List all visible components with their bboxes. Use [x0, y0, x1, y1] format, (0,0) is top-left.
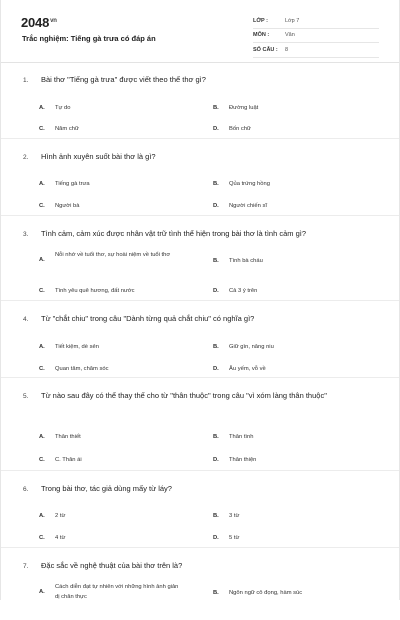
option-a[interactable] — [39, 584, 209, 602]
option-text: Đường luật — [229, 105, 259, 111]
question-label: Tình cảm, cảm xúc được nhân vật trữ tình thể hiện trong bài thơ là tình cảm gì? — [41, 229, 307, 238]
option-b[interactable] — [213, 513, 378, 521]
option-c[interactable] — [39, 126, 199, 134]
meta-row-subject — [253, 29, 379, 44]
meta-value: Văn — [285, 32, 295, 39]
option-text: 4 từ — [55, 535, 66, 541]
option-d[interactable] — [213, 535, 378, 543]
question-number: 3. — [23, 231, 29, 238]
option-c[interactable] — [39, 457, 199, 465]
question-number: 4. — [23, 316, 29, 323]
question-label: Bài thơ "Tiếng gà trưa" được viết theo thể thơ gì? — [41, 75, 206, 84]
option-c[interactable] — [39, 366, 199, 374]
question-number: 1. — [23, 77, 29, 84]
question-number: 6. — [23, 486, 29, 493]
option-text: Cách diễn đạt tự nhiên với những hình ảnh giản dị chân thực — [55, 584, 179, 600]
option-letter: B. — [213, 105, 219, 111]
option-b[interactable] — [213, 344, 378, 352]
quiz-meta — [253, 14, 379, 58]
option-text: Tiếng gà trưa — [55, 181, 90, 187]
option-text: Thân thiện — [229, 457, 257, 463]
option-letter: C. — [39, 457, 45, 463]
option-text: Nỗi nhớ về tuổi thơ, sự hoài niệm về tuổi thơ — [55, 252, 171, 258]
option-letter: A. — [39, 513, 45, 519]
option-letter: B. — [213, 181, 219, 187]
option-c[interactable] — [39, 535, 199, 543]
meta-row-class — [253, 14, 379, 29]
site-logo[interactable] — [21, 15, 57, 30]
question-text — [23, 228, 381, 241]
option-text: Bốn chữ — [229, 126, 251, 132]
option-b[interactable] — [213, 434, 378, 442]
option-text: 5 từ — [229, 535, 240, 541]
option-text: 3 từ — [229, 513, 240, 519]
option-text: Thân tình — [229, 434, 254, 440]
option-a[interactable] — [39, 434, 199, 442]
option-letter: B. — [213, 590, 219, 596]
option-text: Qủa trứng hồng — [229, 181, 270, 187]
option-text: Quan tâm, chăm sóc — [55, 366, 109, 372]
option-a[interactable] — [39, 513, 199, 521]
option-a[interactable] — [39, 344, 199, 352]
option-letter: B. — [213, 344, 219, 350]
question-item — [1, 301, 399, 378]
option-letter: D. — [213, 535, 219, 541]
option-a[interactable] — [39, 105, 199, 113]
meta-key: MÔN : — [253, 32, 270, 39]
option-text: Thân thiết — [55, 434, 81, 440]
question-label: Từ "chắt chiu" trong câu "Dành từng quả chắt chiu" có nghĩa gì? — [41, 314, 255, 323]
option-letter: D. — [213, 366, 219, 372]
option-d[interactable] — [213, 288, 378, 296]
option-text: Người chiến sĩ — [229, 203, 267, 209]
option-text: Cả 3 ý trên — [229, 288, 258, 294]
meta-value: 8 — [285, 46, 289, 53]
meta-row-count — [253, 43, 379, 58]
option-c[interactable] — [39, 203, 199, 211]
question-item — [1, 216, 399, 301]
page-header — [1, 0, 399, 63]
option-letter: A. — [39, 105, 45, 111]
question-text — [23, 560, 381, 573]
option-text: Ngôn ngữ cô đọng, hàm súc — [229, 590, 303, 596]
option-c[interactable] — [39, 288, 199, 296]
question-text — [23, 483, 381, 496]
question-item — [1, 62, 399, 139]
question-label: Trong bài thơ, tác giả dùng mấy từ láy? — [41, 484, 172, 493]
option-letter: A. — [39, 257, 45, 263]
meta-key: LỚP : — [253, 17, 268, 24]
question-text — [23, 390, 377, 403]
option-letter: B. — [213, 434, 219, 440]
option-text: Tiết kiệm, dè sẻn — [55, 344, 99, 350]
option-letter: C. — [39, 366, 45, 372]
option-text: C. Thân ái — [55, 457, 82, 463]
option-text: Người bà — [55, 203, 80, 209]
option-text: Tình bà cháu — [229, 258, 263, 264]
option-text: Âu yếm, vỗ về — [229, 366, 266, 372]
question-text — [23, 313, 381, 326]
option-b[interactable] — [213, 105, 378, 113]
question-item — [1, 548, 399, 620]
logo-suffix: vn — [50, 17, 57, 24]
question-number: 2. — [23, 154, 29, 161]
option-letter: D. — [213, 457, 219, 463]
option-text: Tự do — [55, 105, 71, 111]
question-list — [1, 62, 399, 620]
option-letter: C. — [39, 535, 45, 541]
option-letter: C. — [39, 126, 45, 132]
option-letter: A. — [39, 344, 45, 350]
option-letter: B. — [213, 258, 219, 264]
question-text — [23, 74, 381, 87]
option-letter: A. — [39, 434, 45, 440]
question-number: 5. — [23, 393, 29, 400]
question-item — [1, 378, 399, 471]
option-b[interactable] — [213, 181, 378, 189]
question-label: Đặc sắc về nghệ thuật của bài thơ trên là? — [41, 561, 183, 570]
meta-value: Lớp 7 — [285, 17, 300, 24]
option-letter: A. — [39, 181, 45, 187]
option-b[interactable] — [213, 258, 378, 266]
option-letter: D. — [213, 288, 219, 294]
option-a[interactable] — [39, 181, 199, 189]
question-text — [23, 151, 381, 164]
option-d[interactable] — [213, 126, 378, 134]
option-d[interactable] — [213, 366, 378, 374]
option-d[interactable] — [213, 203, 378, 211]
option-letter: B. — [213, 513, 219, 519]
option-a[interactable] — [39, 252, 204, 263]
option-text: Năm chữ — [55, 126, 79, 132]
option-letter: A. — [39, 589, 45, 595]
option-letter: C. — [39, 288, 45, 294]
option-letter: D. — [213, 203, 219, 209]
option-letter: C. — [39, 203, 45, 209]
option-d[interactable] — [213, 457, 378, 465]
option-b[interactable] — [213, 590, 378, 598]
meta-key: SỐ CÂU : — [253, 46, 278, 53]
question-item — [1, 471, 399, 548]
option-text: 2 từ — [55, 513, 66, 519]
question-item — [1, 139, 399, 216]
question-number: 7. — [23, 563, 29, 570]
logo-text: 2048 — [21, 15, 50, 30]
option-letter: D. — [213, 126, 219, 132]
page-title: Trắc nghiệm: Tiếng gà trưa có đáp án — [22, 34, 156, 43]
question-label: Từ nào sau đây có thể thay thế cho từ "thân thuộc" trong câu "vì xóm làng thân thuộc" — [41, 391, 327, 400]
question-label: Hình ảnh xuyên suốt bài thơ là gì? — [41, 152, 156, 161]
option-text: Tình yêu quê hương, đất nước — [55, 288, 135, 294]
option-text: Giữ gìn, nâng niu — [229, 344, 274, 350]
